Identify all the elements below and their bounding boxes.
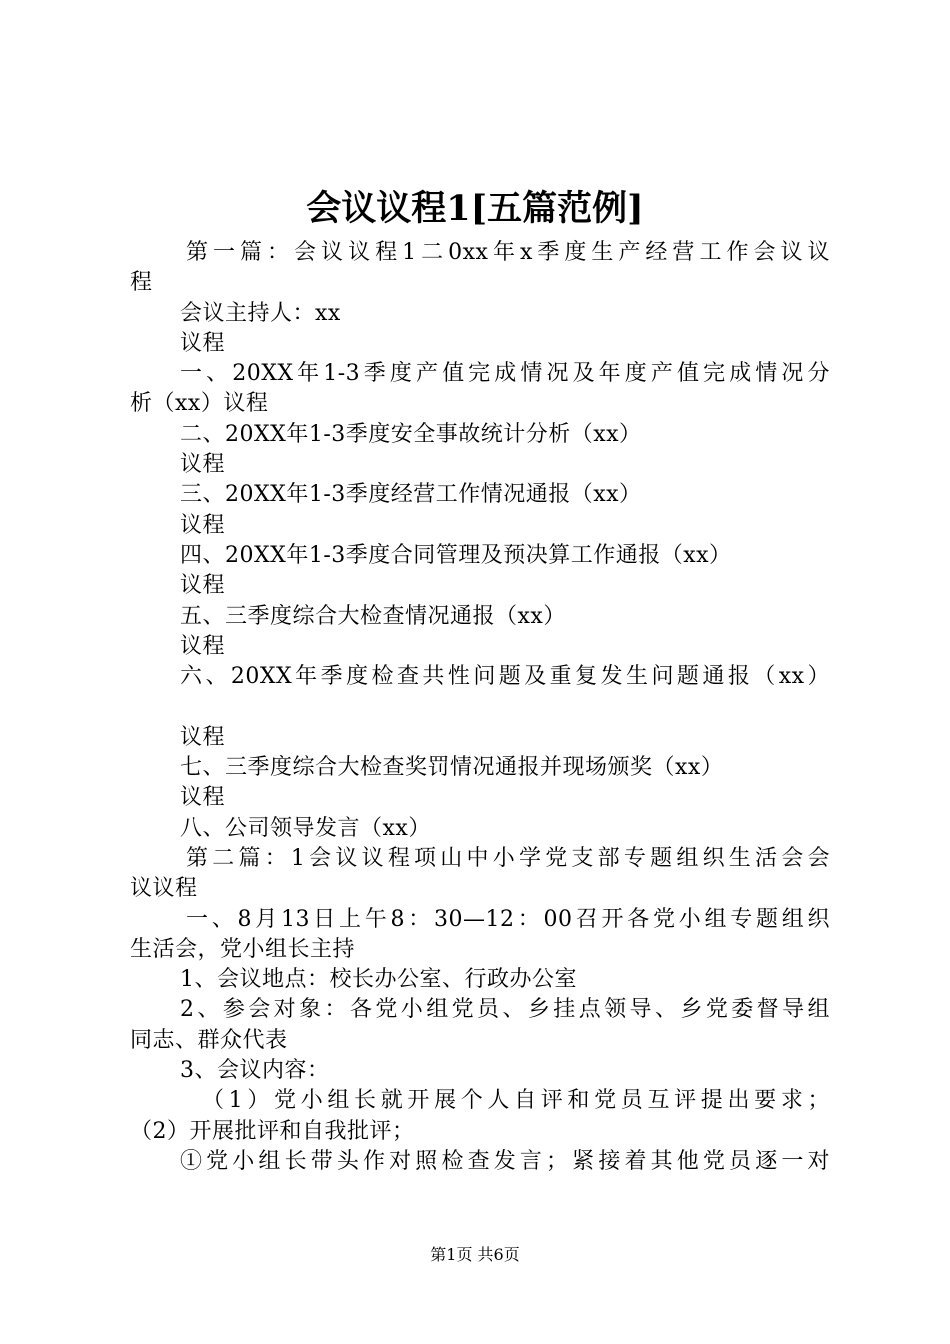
text-line: 会议主持人：xx <box>180 300 341 326</box>
text-line: （2）开展批评和自我批评； <box>130 1118 415 1144</box>
text-line: 第二篇：1会议议程项山中小学党支部专题组织生活会会 <box>186 845 830 871</box>
document-body <box>130 238 830 1177</box>
text-line: 二、20XX年1-3季度安全事故统计分析（xx） <box>180 421 642 447</box>
text-line: 一、20XX年1-3季度产值完成情况及年度产值完成情况分 <box>180 361 830 387</box>
text-line: 七、三季度综合大检查奖罚情况通报并现场颁奖（xx） <box>180 755 724 781</box>
text-line: 三、20XX年1-3季度经营工作情况通报（xx） <box>180 482 642 508</box>
text-line: 第一篇：会议议程1二0xx年x季度生产经营工作会议议 <box>186 240 830 265</box>
text-line: 议程 <box>180 512 226 538</box>
text-line: 议程 <box>180 633 226 659</box>
blank-line <box>130 692 830 722</box>
text-line: 议程 <box>180 785 226 811</box>
text-line: 议议程 <box>130 876 198 902</box>
text-line: 四、20XX年1-3季度合同管理及预决算工作通报（xx） <box>180 542 732 568</box>
text-line: 议程 <box>180 573 226 599</box>
text-line: 程 <box>130 270 153 296</box>
text-line: 六、20XX年季度检查共性问题及重复发生问题通报（xx） <box>180 664 830 690</box>
text-line: 生活会，党小组长主持 <box>130 936 356 962</box>
page-footer: 第1页 共6页 <box>430 1245 520 1264</box>
text-line: ①党小组长带头作对照检查发言；紧接着其他党员逐一对 <box>180 1148 830 1174</box>
text-line: 议程 <box>180 724 226 750</box>
text-line: 五、三季度综合大检查情况通报（xx） <box>180 603 566 629</box>
text-line: 同志、群众代表 <box>130 1027 288 1053</box>
text-line: 议程 <box>180 330 226 356</box>
text-line: 3、会议内容： <box>180 1058 330 1084</box>
text-line: （1）党小组长就开展个人自评和党员互评提出要求； <box>202 1088 830 1114</box>
text-line: 2、参会对象：各党小组党员、乡挂点领导、乡党委督导组 <box>180 997 830 1023</box>
text-line: 1、会议地点：校长办公室、行政办公室 <box>180 967 577 993</box>
text-line: 一、8月13日上午8：30—12：00召开各党小组专题组织 <box>186 906 830 932</box>
text-line: 析（xx）议程 <box>130 391 269 417</box>
document-title: 会议议程1[五篇范例] <box>306 188 644 229</box>
text-line: 议程 <box>180 452 226 478</box>
text-line: 八、公司领导发言（xx） <box>180 815 431 841</box>
